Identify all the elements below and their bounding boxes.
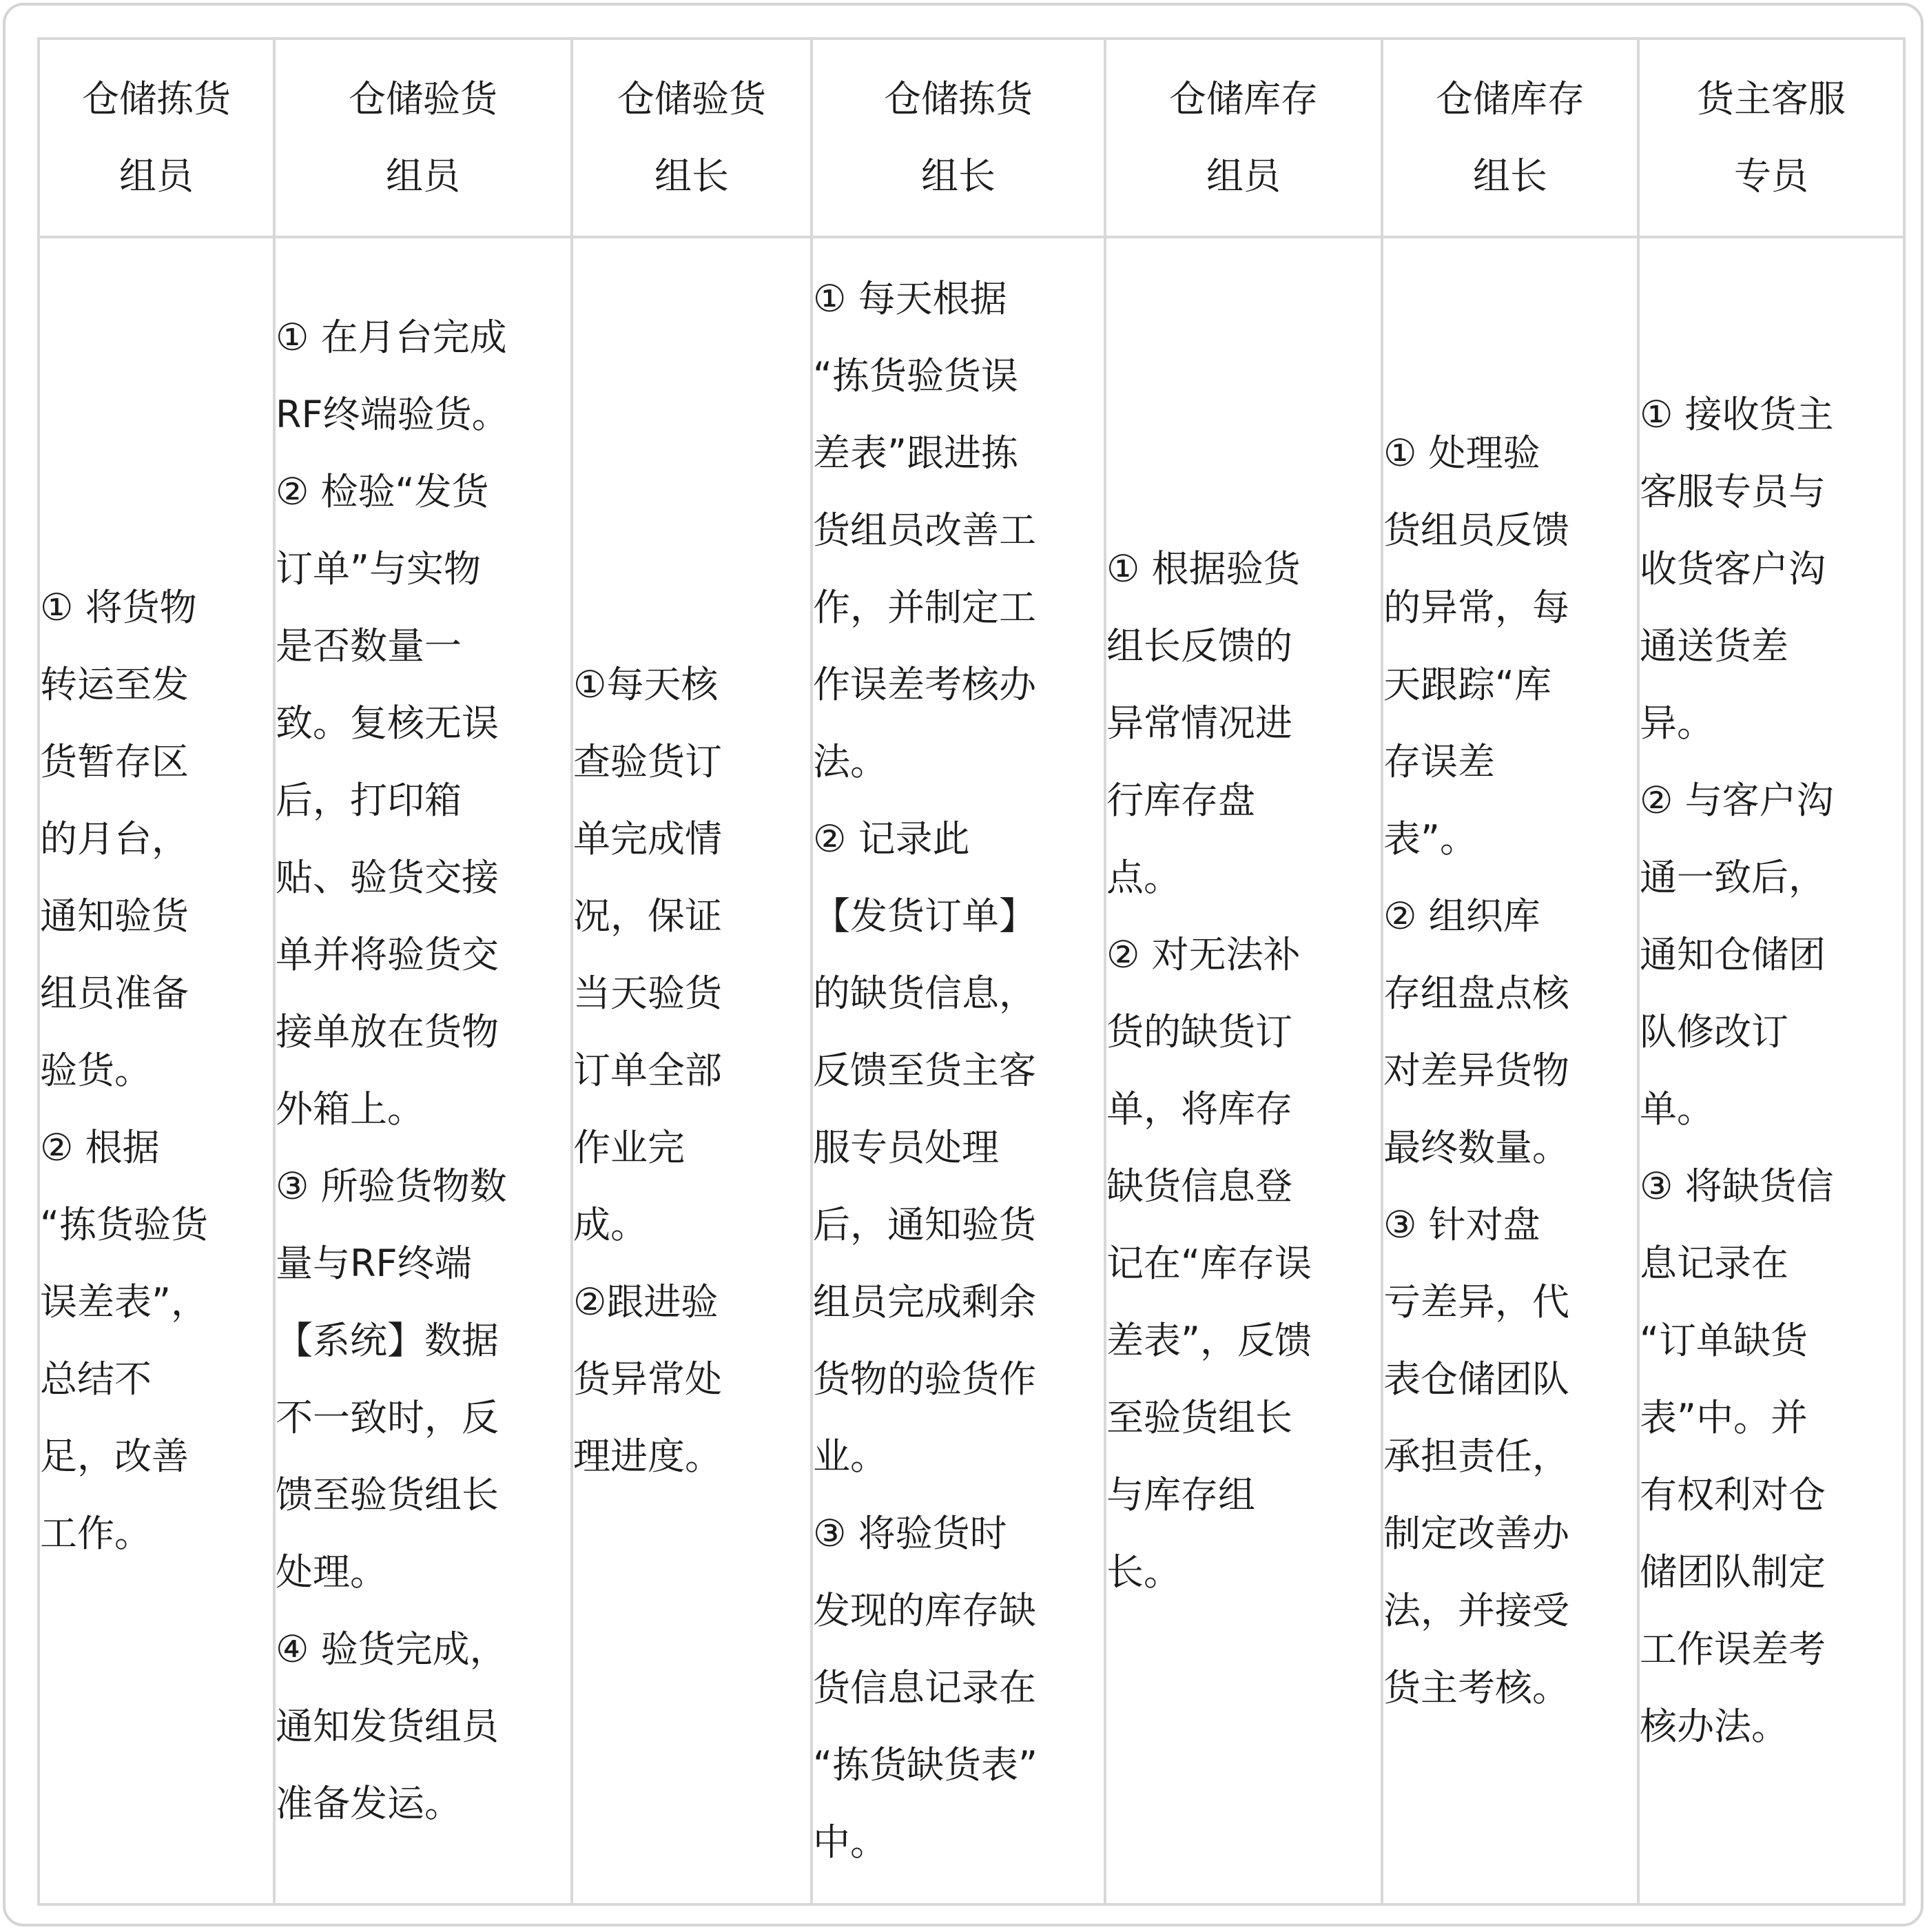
- duty-line: 收货客户沟: [1640, 547, 1826, 590]
- duty-line: 查验货订: [573, 740, 722, 783]
- duty-line: 差表”跟进拣: [813, 431, 1018, 475]
- duty-line: 货主考核。: [1383, 1666, 1569, 1709]
- duty-line: 通知仓储团: [1640, 933, 1826, 976]
- duty-line: 【发货订单】: [813, 894, 1036, 938]
- header-line: 仓储库存: [1436, 77, 1585, 121]
- duty-line: 行库存盘: [1106, 779, 1255, 822]
- duty-line: 异常情况进: [1106, 701, 1292, 745]
- duty-line: 组员准备: [40, 972, 189, 1015]
- duty-line: 对差异货物: [1383, 1049, 1569, 1092]
- duty-line: 法。: [813, 740, 887, 783]
- header-cell-inventory-lead: [1382, 39, 1638, 237]
- duty-line: “订单缺货: [1640, 1319, 1808, 1362]
- duty-line: 误差表”，: [40, 1280, 208, 1324]
- duty-line: 表仓储团队: [1383, 1357, 1569, 1401]
- duty-line: ① 处理验: [1383, 431, 1540, 475]
- duty-line: 亏差异，代: [1383, 1280, 1569, 1324]
- duties-cell-inventory-lead: [1382, 237, 1638, 1904]
- duty-line: ② 记录此: [813, 817, 970, 861]
- duty-line: 接单放在货物: [276, 1010, 499, 1054]
- duty-line: RF终端验货。: [276, 393, 509, 436]
- duty-line: 制定改善办: [1383, 1512, 1569, 1555]
- duties-row: [39, 237, 1904, 1904]
- duty-line: 的异常，每: [1383, 586, 1569, 629]
- duty-line: ②跟进验: [573, 1280, 719, 1324]
- duty-line: 反馈至货主客: [813, 1049, 1036, 1092]
- duty-line: ① 将货物: [40, 586, 197, 629]
- duty-line: ② 组织库: [1383, 894, 1540, 938]
- duty-line: 通知发货组员: [276, 1705, 499, 1748]
- duty-line: 量与RF终端: [276, 1242, 472, 1285]
- duty-line: 存组盘点核: [1383, 972, 1569, 1015]
- duty-line: 点。: [1106, 856, 1181, 899]
- duties-cell-picker: [39, 237, 274, 1904]
- duty-line: 总结不: [40, 1357, 152, 1401]
- header-line: 组员: [386, 154, 460, 198]
- duty-line: ① 每天根据: [813, 277, 1007, 320]
- duty-line: 有权利对仓: [1640, 1473, 1826, 1517]
- duty-line: “拣货验货误: [813, 354, 1018, 398]
- duty-line: 况，保证: [573, 894, 722, 938]
- duties-cell-customer-service: [1638, 237, 1904, 1904]
- duty-line: 与库存组: [1106, 1473, 1255, 1517]
- duty-line: 验货。: [40, 1049, 152, 1092]
- duty-line: 的缺货信息，: [813, 972, 1036, 1015]
- duty-line: ③ 将验货时: [813, 1512, 1007, 1555]
- header-cell-customer-service: [1638, 39, 1904, 237]
- header-line: 仓储库存: [1169, 77, 1318, 121]
- duty-line: ① 根据验货: [1106, 547, 1301, 590]
- duty-line: 的月台，: [40, 817, 189, 861]
- duty-line: 作，并制定工: [813, 586, 1036, 629]
- duty-line: 当天验货: [573, 972, 722, 1015]
- header-line: 仓储拣货: [884, 77, 1033, 121]
- duty-line: ② 对无法补: [1106, 933, 1301, 976]
- header-line: 组长: [1473, 154, 1547, 198]
- duty-line: 货组员改善工: [813, 508, 1036, 552]
- duty-line: 通送货差: [1640, 624, 1788, 668]
- duty-line: 核办法。: [1640, 1705, 1788, 1748]
- duty-line: 缺货信息登: [1106, 1164, 1292, 1208]
- duty-line: 订单”与实物: [276, 547, 481, 590]
- header-line: 货主客服: [1697, 77, 1846, 121]
- duty-line: 致。复核无误: [276, 701, 499, 745]
- duty-line: 客服专员与: [1640, 470, 1826, 513]
- duty-line: 后，通知验货: [813, 1203, 1036, 1246]
- duty-line: 队修改订: [1640, 1010, 1788, 1054]
- duty-line: 单。: [1640, 1087, 1714, 1131]
- duty-line: 后，打印箱: [276, 779, 462, 822]
- duty-line: 工作。: [40, 1512, 152, 1555]
- header-cell-picker: [39, 39, 274, 237]
- duty-line: 承担责任，: [1383, 1435, 1569, 1478]
- duty-line: 表”中。并: [1640, 1396, 1808, 1439]
- duty-line: 组员完成剩余: [813, 1280, 1036, 1324]
- header-cell-inspector: [274, 39, 572, 237]
- duties-cell-inspector: [274, 237, 572, 1904]
- duty-line: ① 接收货主: [1640, 393, 1834, 436]
- duty-line: 长。: [1106, 1550, 1181, 1594]
- duty-line: 通知验货: [40, 894, 189, 938]
- duty-line: 法，并接受: [1383, 1589, 1569, 1632]
- duty-line: 货暂存区: [40, 740, 189, 783]
- duty-line: 作业完: [573, 1126, 685, 1169]
- duty-line: 贴、验货交接: [276, 856, 499, 899]
- duty-line: 不一致时，反: [276, 1396, 499, 1439]
- duty-line: 服专员处理: [813, 1126, 999, 1169]
- duty-line: 作误差考核办: [813, 663, 1036, 706]
- duty-line: 业。: [813, 1435, 887, 1478]
- duty-line: ② 检验“发货: [276, 470, 489, 513]
- duty-line: 通一致后，: [1640, 856, 1826, 899]
- duty-line: 订单全部: [573, 1049, 722, 1092]
- duty-line: ① 在月台完成: [276, 316, 507, 359]
- duty-line: 差表”，反馈: [1106, 1319, 1312, 1362]
- header-line: 仓储验货: [349, 77, 497, 121]
- duty-line: 货的缺货订: [1106, 1010, 1292, 1054]
- duty-line: 工作误差考: [1640, 1627, 1826, 1671]
- duty-line: 息记录在: [1640, 1242, 1788, 1285]
- duty-line: 记在“库存误: [1106, 1242, 1312, 1285]
- duty-line: 异。: [1640, 701, 1714, 745]
- duty-line: ③ 针对盘: [1383, 1203, 1540, 1246]
- header-line: 组长: [921, 154, 996, 198]
- duty-line: 货组员反馈: [1383, 508, 1569, 552]
- header-line: 组长: [654, 154, 729, 198]
- responsibility-table: [37, 37, 1906, 1906]
- duty-line: 外箱上。: [276, 1087, 424, 1131]
- duty-line: 足，改善: [40, 1435, 189, 1478]
- duty-line: 存误差: [1383, 740, 1495, 783]
- duty-line: “拣货缺货表”: [813, 1743, 1038, 1787]
- duty-line: 表”。: [1383, 817, 1477, 861]
- duty-line: 单，将库存: [1106, 1087, 1292, 1131]
- duty-line: 货物的验货作: [813, 1357, 1036, 1401]
- header-line: 组员: [119, 154, 194, 198]
- duty-line: 中。: [813, 1820, 887, 1864]
- duty-line: 组长反馈的: [1106, 624, 1292, 668]
- duty-line: 货异常处: [573, 1357, 722, 1401]
- duty-line: 准备发运。: [276, 1782, 462, 1825]
- duty-line: “拣货验货: [40, 1203, 208, 1246]
- duty-line: 储团队制定: [1640, 1550, 1826, 1594]
- header-line: 组员: [1206, 154, 1281, 198]
- duty-line: 成。: [573, 1203, 648, 1246]
- duty-line: 理进度。: [573, 1435, 722, 1478]
- duty-line: 最终数量。: [1383, 1126, 1569, 1169]
- duty-line: 馈至验货组长: [276, 1473, 499, 1517]
- header-line: 专员: [1734, 154, 1808, 198]
- duty-line: 单并将验货交: [276, 933, 499, 976]
- duty-line: ② 根据: [40, 1126, 160, 1169]
- duty-line: 转运至发: [40, 663, 189, 706]
- duty-line: ④ 验货完成，: [276, 1627, 507, 1671]
- header-cell-inspection-lead: [572, 39, 812, 237]
- header-cell-picking-lead: [812, 39, 1105, 237]
- table-frame: [3, 3, 1923, 1926]
- duty-line: ①每天核: [573, 663, 719, 706]
- header-line: 仓储拣货: [82, 77, 231, 121]
- duty-line: 是否数量一: [276, 624, 462, 668]
- header-line: 仓储验货: [617, 77, 766, 121]
- duty-line: 单完成情: [573, 817, 722, 861]
- duties-cell-inspection-lead: [572, 237, 812, 1904]
- duty-line: 天跟踪“库: [1383, 663, 1551, 706]
- duty-line: 发现的库存缺: [813, 1589, 1036, 1632]
- header-cell-inventory-member: [1105, 39, 1382, 237]
- duty-line: 处理。: [276, 1550, 387, 1594]
- duty-line: ③ 所验货物数: [276, 1164, 507, 1208]
- duties-cell-picking-lead: [812, 237, 1105, 1904]
- duty-line: 至验货组长: [1106, 1396, 1292, 1439]
- duty-line: ② 与客户沟: [1640, 779, 1834, 822]
- duties-cell-inventory-member: [1105, 237, 1382, 1904]
- duty-line: 货信息记录在: [813, 1666, 1036, 1709]
- duty-line: 【系统】数据: [276, 1319, 499, 1362]
- duty-line: ③ 将缺货信: [1640, 1164, 1834, 1208]
- header-row: [39, 39, 1904, 237]
